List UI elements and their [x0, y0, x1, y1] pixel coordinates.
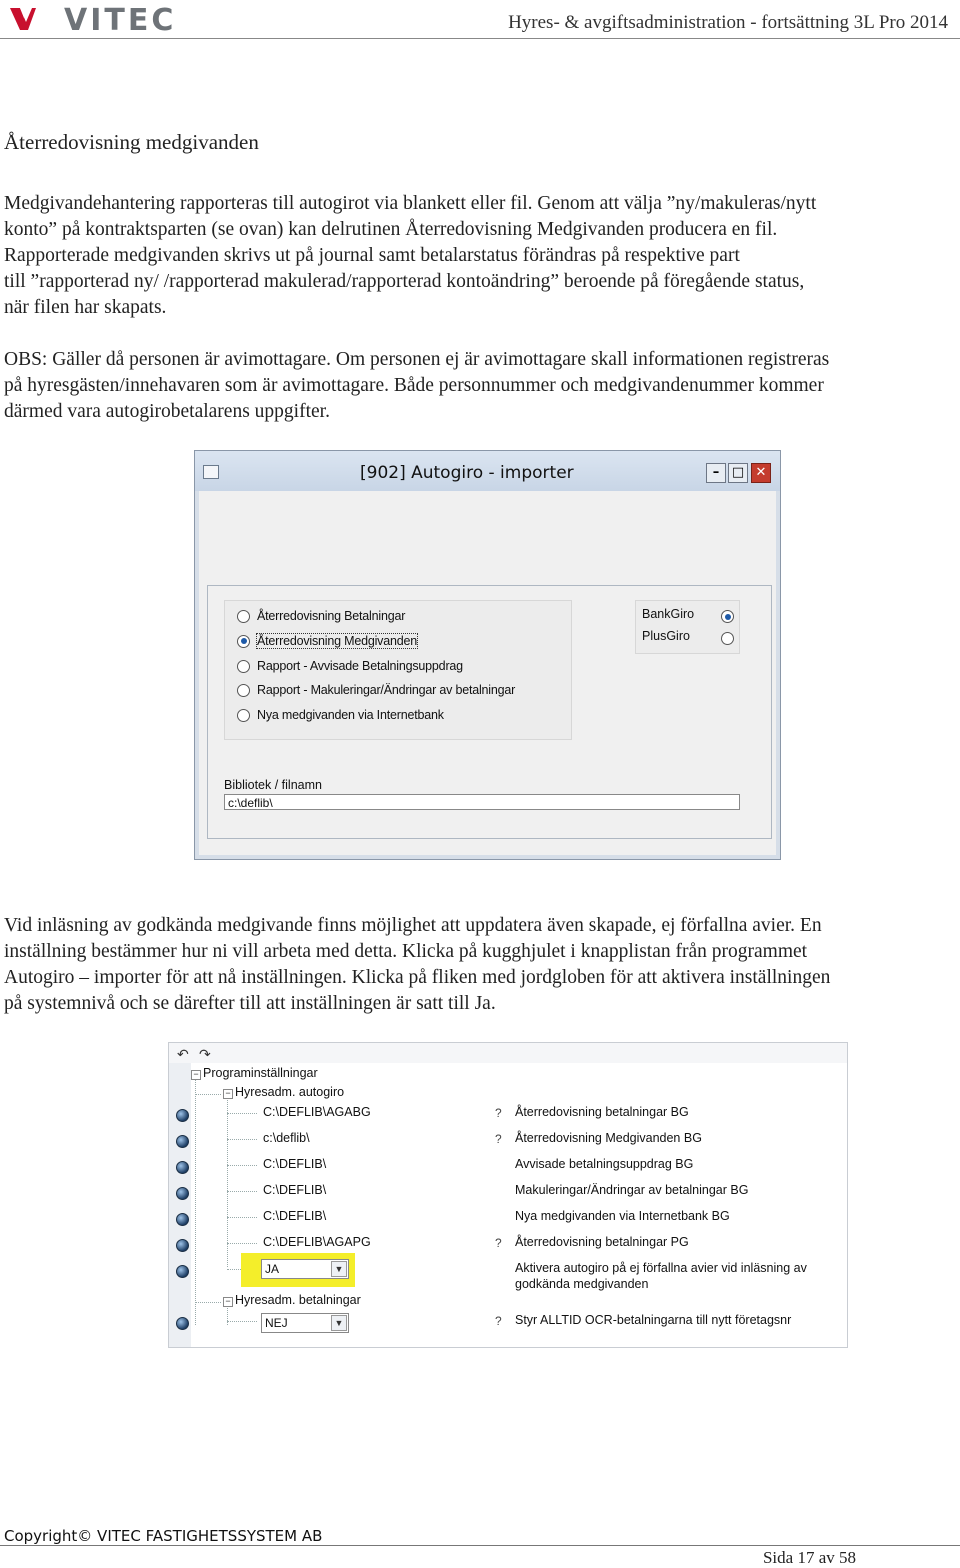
tree-line	[227, 1097, 228, 1267]
globe-icon[interactable]	[176, 1187, 189, 1200]
level-column	[169, 1063, 191, 1347]
chevron-down-icon[interactable]: ▼	[331, 1261, 347, 1277]
tree-line	[227, 1321, 257, 1322]
minimize-button[interactable]: –	[706, 463, 726, 483]
library-label: Bibliotek / filnamn	[224, 778, 322, 792]
text-line: inställning bestämmer hur ni vill arbeta med detta. Klicka på kugghjulet i knapplistan från programmet	[4, 941, 808, 962]
text-line: därmed vara autogirobetalarens uppgifter.	[4, 401, 330, 422]
tree-group-betalningar[interactable]: Hyresadm. betalningar	[235, 1293, 361, 1307]
setting-value[interactable]: C:\DEFLIB\	[263, 1183, 327, 1197]
option-rapport-avvisade[interactable]	[237, 657, 463, 675]
window-icon	[203, 465, 219, 479]
globe-icon[interactable]	[176, 1239, 189, 1252]
nej-dropdown[interactable]	[261, 1313, 349, 1333]
tree-line	[195, 1302, 221, 1303]
text-line: till ”rapporterad ny/ /rapporterad makulerad/rapporterad kontoändring” beroende på föregående status,	[4, 271, 805, 292]
option-label: PlusGiro	[642, 629, 690, 643]
document-header-title: Hyres- & avgiftsadministration - fortsättning 3L Pro 2014	[508, 12, 948, 33]
option-plusgiro[interactable]	[642, 629, 734, 647]
setting-description: Nya medgivanden via Internetbank BG	[515, 1209, 730, 1223]
page-number: Sida 17 av 58	[762, 1548, 856, 1567]
options-group	[207, 585, 772, 839]
dialog-titlebar	[195, 451, 780, 491]
setting-value[interactable]: c:\deflib\	[263, 1131, 310, 1145]
setting-description: Makuleringar/Ändringar av betalningar BG	[515, 1183, 749, 1197]
radio-button-selected[interactable]	[721, 610, 734, 623]
logo-text: VITEC	[64, 3, 177, 36]
text-line: OBS: Gäller då personen är avimottagare. Om personen ej är avimottagare skall informationen registreras	[4, 349, 830, 370]
tree-line	[227, 1139, 257, 1140]
maximize-button[interactable]: □	[728, 463, 748, 483]
text-line: på systemnivå och se därefter till att inställningen är satt till Ja.	[4, 993, 496, 1014]
option-label: Rapport - Makuleringar/Ändringar av betalningar	[257, 683, 516, 697]
tree-line	[227, 1305, 228, 1325]
tree-line	[195, 1079, 196, 1325]
radio-button[interactable]	[237, 660, 250, 673]
tree-line	[227, 1243, 257, 1244]
setting-value[interactable]: C:\DEFLIB\AGABG	[263, 1105, 371, 1119]
radio-button[interactable]	[237, 610, 250, 623]
option-label: Rapport - Avvisade Betalningsuppdrag	[257, 659, 463, 673]
setting-description: Återredovisning Medgivanden BG	[515, 1131, 702, 1145]
tree-line	[195, 1094, 221, 1095]
tree-line	[227, 1113, 257, 1114]
collapse-icon[interactable]: −	[223, 1297, 233, 1307]
redo-icon[interactable]: ↷	[199, 1046, 211, 1062]
globe-icon[interactable]	[176, 1109, 189, 1122]
setting-description: Återredovisning betalningar PG	[515, 1235, 689, 1249]
ja-dropdown[interactable]	[261, 1259, 349, 1279]
dropdown-value: JA	[265, 1262, 280, 1276]
text-line: när filen har skapats.	[4, 297, 167, 318]
globe-icon[interactable]	[176, 1265, 189, 1278]
footer-divider	[0, 1545, 960, 1546]
option-aterredovisning-medgivanden[interactable]	[237, 632, 417, 650]
setting-value[interactable]: C:\DEFLIB\AGAPG	[263, 1235, 371, 1249]
help-icon[interactable]: ?	[495, 1236, 502, 1250]
paragraph-intro	[4, 191, 956, 321]
header-divider	[0, 38, 960, 39]
section-heading: Återredovisning medgivanden	[4, 130, 259, 154]
help-icon[interactable]: ?	[495, 1314, 502, 1328]
giro-type-panel	[635, 600, 740, 654]
text-line: Medgivandehantering rapporteras till autogirot via blankett eller fil. Genom att välja ”ny/makuleras/nytt	[4, 193, 817, 214]
text-line: Autogiro – importer för att nå inställningen. Klicka på fliken med jordgloben för att aktivera inställningen	[4, 967, 831, 988]
library-filename-input[interactable]: c:\deflib\	[224, 794, 740, 810]
setting-description: Återredovisning betalningar BG	[515, 1105, 689, 1119]
report-type-panel	[224, 600, 572, 740]
autogiro-import-dialog	[194, 450, 781, 860]
settings-toolbar	[169, 1043, 847, 1063]
text-line: Rapporterade medgivanden skrivs ut på journal samt betalarstatus förändras på respektive part	[4, 245, 740, 266]
dialog-body	[199, 491, 776, 855]
tree-line	[227, 1217, 257, 1218]
chevron-down-icon[interactable]: ▼	[331, 1315, 347, 1331]
setting-description: Avvisade betalningsuppdrag BG	[515, 1157, 694, 1171]
tree-line	[227, 1191, 257, 1192]
setting-description-line: godkända medgivanden	[515, 1277, 649, 1291]
option-bankgiro[interactable]	[642, 607, 734, 625]
help-icon[interactable]: ?	[495, 1132, 502, 1146]
paragraph-obs	[4, 347, 956, 425]
collapse-icon[interactable]: −	[191, 1070, 201, 1080]
radio-button[interactable]	[237, 684, 250, 697]
radio-button[interactable]	[721, 632, 734, 645]
dialog-title: [902] Autogiro - importer	[360, 463, 574, 483]
option-label: Återredovisning Medgivanden	[257, 634, 417, 648]
help-icon[interactable]: ?	[495, 1106, 502, 1120]
vitec-logo	[6, 2, 206, 36]
tree-line	[227, 1165, 257, 1166]
radio-button-selected[interactable]	[237, 635, 250, 648]
option-aterredovisning-betalningar[interactable]	[237, 607, 405, 625]
undo-icon[interactable]: ↶	[177, 1046, 189, 1062]
tree-root-programinstallningar[interactable]: Programinställningar	[203, 1066, 318, 1080]
option-rapport-makuleringar[interactable]	[237, 681, 515, 699]
paragraph-settings	[4, 913, 956, 1017]
setting-value[interactable]: C:\DEFLIB\	[263, 1209, 327, 1223]
globe-icon[interactable]	[176, 1161, 189, 1174]
globe-icon[interactable]	[176, 1317, 189, 1330]
setting-description: Styr ALLTID OCR-betalningarna till nytt företagsnr	[515, 1313, 792, 1327]
radio-button[interactable]	[237, 709, 250, 722]
footer-copyright: Copyright© VITEC FASTIGHETSSYSTEM AB	[4, 1527, 323, 1545]
setting-description-line: Aktivera autogiro på ej förfallna avier vid inläsning av	[515, 1261, 807, 1275]
tree-group-autogiro[interactable]: Hyresadm. autogiro	[235, 1085, 345, 1099]
option-nya-medgivanden[interactable]	[237, 706, 444, 724]
program-settings-panel	[168, 1042, 848, 1348]
collapse-icon[interactable]: −	[223, 1089, 233, 1099]
dropdown-value: NEJ	[265, 1316, 288, 1330]
option-label: BankGiro	[642, 607, 695, 621]
close-button[interactable]: ✕	[751, 463, 771, 483]
setting-value[interactable]: C:\DEFLIB\	[263, 1157, 327, 1171]
option-label: Nya medgivanden via Internetbank	[257, 708, 444, 722]
text-line: konto” på kontraktsparten (se ovan) kan delrutinen Återredovisning Medgivanden producera en fil.	[4, 219, 778, 240]
globe-icon[interactable]	[176, 1135, 189, 1148]
globe-icon[interactable]	[176, 1213, 189, 1226]
option-label: Återredovisning Betalningar	[257, 609, 406, 623]
text-line: på hyresgästen/innehavaren som är avimottagare. Både personnummer och medgivandenummer kommer	[4, 375, 824, 396]
text-line: Vid inläsning av godkända medgivande finns möjlighet att uppdatera även skapade, ej förfallna avier. En	[4, 915, 822, 936]
